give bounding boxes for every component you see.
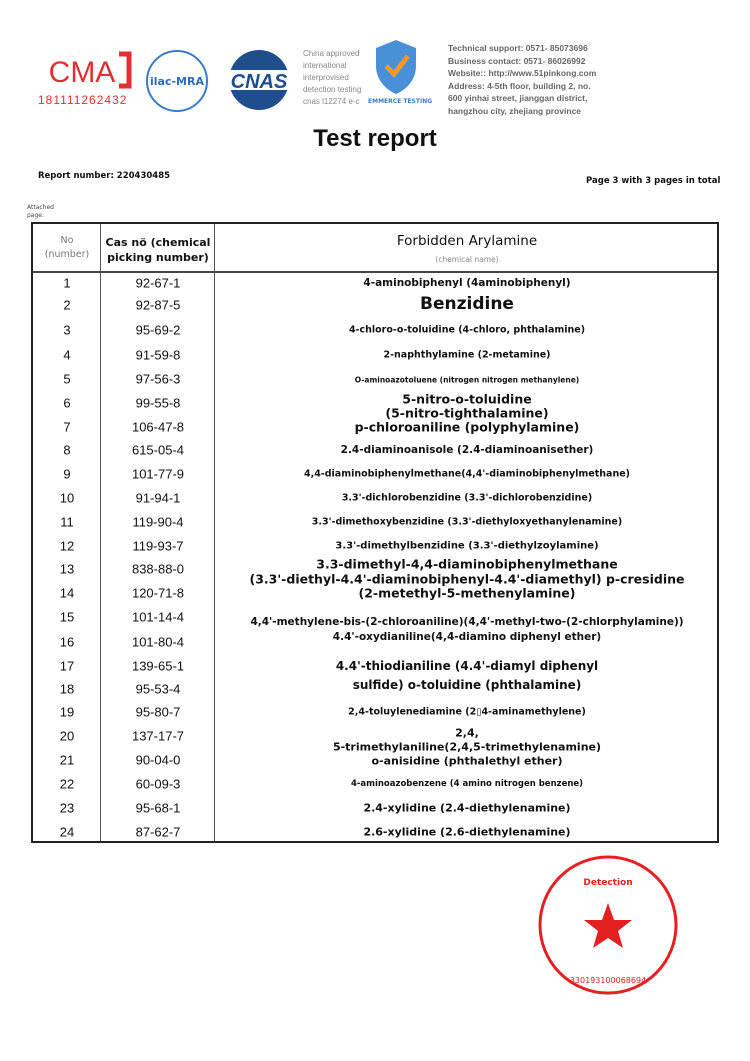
row-cas-number: 119-90-4: [132, 514, 184, 530]
row-cas-number: 119-93-7: [132, 538, 184, 554]
chemical-name-line: 4.4'-oxydianiline(4,4-diamino diphenyl ether): [332, 631, 602, 643]
arylamine-table: [31, 222, 719, 843]
chemical-name-line: 2,4-toluylenediamine (2▯4-aminamethylene): [348, 706, 586, 718]
chemical-name-line: 4-chloro-o-toluidine (4-chloro, phthalamine): [348, 324, 586, 336]
row-cas-number: 615-05-4: [131, 442, 185, 458]
row-cas-number: 139-65-1: [131, 658, 185, 674]
chemical-name-line: p-chloroaniline (polyphylamine): [354, 419, 580, 435]
report-number: Report number: 220430485: [38, 171, 171, 181]
page-title: Test report: [313, 125, 437, 152]
contact-line: Business contact: 0571- 86026992: [448, 55, 586, 66]
chemical-name-line: (5-nitro-tighthalamine): [385, 405, 549, 421]
row-cas-number: 95-68-1: [135, 800, 181, 816]
row-cas-number: 60-09-3: [135, 776, 181, 792]
attached-page-label: Attached page:: [27, 204, 54, 219]
contact-line: 600 yinhai street, jianggan district,: [448, 93, 588, 104]
row-number: 19: [59, 704, 75, 720]
row-number: 16: [59, 634, 75, 650]
chemical-name-line: 4,4-diaminobiphenylmethane(4,4'-diaminobiphenylmethane): [303, 468, 631, 480]
row-cas-number: 120-71-8: [131, 585, 185, 601]
shield-caption: EMMERCE TESTING: [368, 98, 433, 105]
approval-text: [303, 48, 373, 108]
row-number: 23: [59, 800, 75, 816]
chemical-name-line: 4,4'-methylene-bis-(2-chloroaniline)(4,4'-methyl-two-(2-chlorphylamine)): [250, 616, 684, 628]
approval-line: cnas l12274 e-c: [303, 97, 360, 106]
row-number: 13: [59, 561, 75, 577]
row-cas-number: 92-67-1: [135, 275, 181, 291]
contact-info: [448, 42, 596, 118]
chemical-name-line: 3.3'-dimethylbenzidine (3.3'-diethylzoylamine): [335, 540, 599, 552]
company-seal-stamp: [536, 853, 681, 998]
row-number: 9: [63, 466, 71, 482]
cnas-logo: [220, 48, 298, 112]
row-cas-number: 95-69-2: [135, 322, 181, 338]
row-cas-number: 91-59-8: [135, 347, 181, 363]
row-cas-number: 95-80-7: [135, 704, 181, 720]
row-number: 6: [63, 395, 71, 411]
row-number: 8: [63, 442, 71, 458]
row-cas-number: 92-87-5: [135, 297, 181, 313]
row-cas-number: 91-94-1: [135, 490, 181, 506]
chemical-name-line: o-anisidine (phthalethyl ether): [371, 754, 563, 768]
chemical-name-line: O-aminoazotoluene (nitrogen nitrogen methanylene): [354, 375, 580, 385]
header-no-line: (number): [44, 249, 90, 260]
row-number: 10: [59, 490, 75, 506]
header-chemical-name-sub: (chemical name): [435, 255, 499, 264]
row-cas-number: 106-47-8: [131, 419, 185, 435]
row-cas-number: 101-14-4: [131, 609, 185, 625]
row-number: 2: [63, 297, 71, 313]
row-number: 21: [59, 752, 75, 768]
row-number: 24: [59, 824, 75, 840]
stamp-top-text: Detection: [583, 878, 633, 888]
row-number: 4: [63, 347, 71, 363]
chemical-name-line: 2,4,: [455, 726, 479, 740]
chemical-name-line: Benzidine: [420, 294, 514, 314]
approval-line: detection testing: [303, 85, 362, 94]
row-number: 15: [59, 609, 75, 625]
chemical-name-line: 5-nitro-o-toluidine: [402, 391, 532, 407]
chemical-name-line: 4.4'-thiodianiline (4.4'-diamyl diphenyl: [335, 659, 599, 673]
row-cas-number: 101-77-9: [131, 466, 185, 482]
cnas-logo-text: CNAS: [230, 71, 288, 93]
cma-number: 181111262432: [38, 93, 128, 107]
chemical-name-line: (2-metethyl-5-methenylamine): [358, 585, 576, 601]
header-no: [33, 234, 101, 262]
ilac-mra-logo: ilac-MRA: [146, 50, 208, 112]
row-number: 7: [63, 419, 71, 435]
stamp-number: 330193100068694: [569, 976, 647, 985]
row-number: 1: [63, 275, 71, 291]
cma-logo-text: CMA: [48, 56, 116, 89]
row-cas-number: 101-80-4: [131, 634, 185, 650]
header-divider: [33, 271, 717, 273]
row-cas-number: 838-88-0: [131, 561, 185, 577]
row-cas-number: 90-04-0: [135, 752, 181, 768]
contact-line: Website:: http://www.51pinkong.com: [448, 68, 597, 79]
approval-line: China approved: [303, 49, 360, 58]
row-number: 5: [63, 371, 71, 387]
row-cas-number: 97-56-3: [135, 371, 181, 387]
row-number: 12: [59, 538, 75, 554]
shield-check-icon: [372, 38, 420, 96]
row-cas-number: 95-53-4: [135, 681, 181, 697]
contact-line: hangzhou city, zhejiang province: [448, 105, 582, 116]
chemical-name-line: (3.3'-diethyl-4.4'-diaminobiphenyl-4.4'-diamethyl) p-cresidine: [249, 571, 685, 587]
header-no-line: No: [60, 235, 74, 246]
approval-line: international: [303, 61, 347, 70]
chemical-name-line: 2-naphthylamine (2-metamine): [383, 349, 551, 361]
approval-line: interprovised: [303, 73, 349, 82]
header-cas-line: picking number): [107, 251, 209, 264]
chemical-name-line: 3.3'-dimethoxybenzidine (3.3'-diethyloxyethanylenamine): [311, 516, 623, 528]
row-number: 20: [59, 728, 75, 744]
row-cas-number: 137-17-7: [131, 728, 185, 744]
chemical-name-line: 4-aminobiphenyl (4aminobiphenyl): [363, 277, 571, 289]
chemical-name-line: 2.6-xylidine (2.6-diethylenamine): [363, 825, 571, 839]
row-number: 17: [59, 658, 75, 674]
header-cas-line: Cas nö (chemical: [105, 236, 211, 249]
header-chemical-name: Forbidden Arylamine: [396, 233, 538, 249]
row-number: 14: [59, 585, 75, 601]
row-number: 22: [59, 776, 75, 792]
chemical-name-line: sulfide) o-toluidine (phthalamine): [352, 678, 582, 692]
contact-line: Technical support: 0571- 85073696: [448, 43, 588, 53]
chemical-name-line: 3.3-dimethyl-4,4-diaminobiphenylmethane: [316, 556, 618, 572]
cma-bracket: [119, 54, 129, 86]
contact-line: Address: 4-5th floor, building 2, no.: [448, 80, 591, 91]
column-divider: [100, 224, 101, 841]
row-number: 18: [59, 681, 75, 697]
page-info: Page 3 with 3 pages in total: [586, 176, 721, 186]
chemical-name-line: 4-aminoazobenzene (4 amino nitrogen benzene): [350, 779, 584, 789]
row-number: 11: [60, 514, 74, 530]
row-number: 3: [63, 322, 71, 338]
header-cas: [101, 235, 215, 265]
chemical-name-line: 2.4-diaminoanisole (2.4-diaminoanisether): [340, 444, 594, 456]
row-cas-number: 87-62-7: [135, 824, 181, 840]
chemical-name-line: 2.4-xylidine (2.4-diethylenamine): [363, 801, 571, 815]
row-cas-number: 99-55-8: [135, 395, 181, 411]
chemical-name-line: 5-trimethylaniline(2,4,5-trimethylenamine): [332, 740, 602, 754]
chemical-name-line: 3.3'-dichlorobenzidine (3.3'-dichlorobenzidine): [341, 492, 593, 504]
